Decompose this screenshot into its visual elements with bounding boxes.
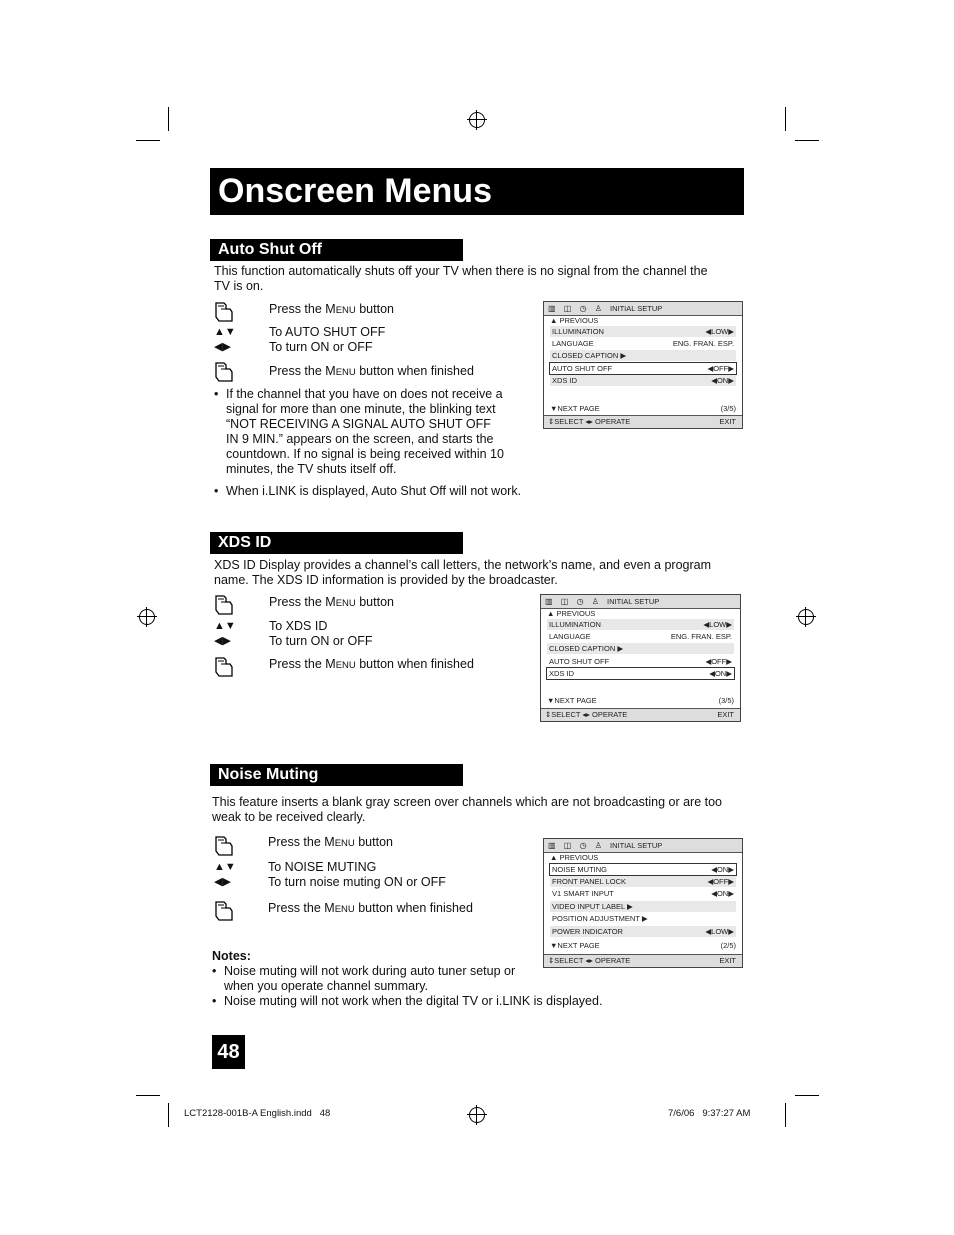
registration-mark-icon <box>139 609 155 625</box>
onscreen-menu-screenshot: ▥ ◫ ◷ ♙ INITIAL SETUP ▲ PREVIOUS NOISE MUTING ◀ON▶ FRONT PANEL LOCK ◀OFF▶ V1 SMART INPUT ◀ON▶ VIDEO INPUT LABEL ▶ POSITION ADJUSTMENT ▶ POWER INDICATOR ◀LOW▶ ▼NEXT PAGE (2/5) ⇕SELECT ◂▸ OPERATE EXIT <box>543 838 743 968</box>
menu-tab-icons: ▥ ◫ ◷ ♙ <box>548 304 605 313</box>
step-select-item: To XDS ID <box>269 619 328 633</box>
step-press-menu-finished: Press the MENU button when finished <box>269 657 474 671</box>
footer-filename: LCT2128-001B-A English.indd 48 <box>184 1108 331 1119</box>
up-down-arrow-icon: ▲▼ <box>214 861 236 873</box>
bullet-note: • When i.LINK is displayed, Auto Shut Off will not work. <box>214 484 522 498</box>
left-right-arrow-icon: ◀▶ <box>214 876 231 888</box>
hand-press-icon <box>212 899 236 923</box>
step-select-item: To AUTO SHUT OFF <box>269 325 386 339</box>
page-title: Onscreen Menus <box>210 168 744 215</box>
step-toggle: To turn ON or OFF <box>269 340 373 354</box>
section-heading-noise-muting: Noise Muting <box>210 764 463 786</box>
menu-tab-icons: ▥ ◫ ◷ ♙ <box>545 597 602 606</box>
crop-mark <box>136 1095 160 1096</box>
step-select-item: To NOISE MUTING <box>268 860 377 874</box>
hand-press-icon <box>212 360 236 384</box>
step-press-menu-finished: Press the MENU button when finished <box>269 364 474 378</box>
step-press-menu: Press the MENU button <box>269 595 394 609</box>
crop-mark <box>785 1103 786 1127</box>
step-toggle: To turn noise muting ON or OFF <box>268 875 446 889</box>
hand-press-icon <box>212 593 236 617</box>
crop-mark <box>168 1103 169 1127</box>
step-press-menu: Press the MENU button <box>268 835 393 849</box>
up-down-arrow-icon: ▲▼ <box>214 620 236 632</box>
left-right-arrow-icon: ◀▶ <box>214 341 231 353</box>
crop-mark <box>168 107 169 131</box>
bullet-note: • Noise muting will not work during auto tuner setup or when you operate channel summary. <box>212 964 516 993</box>
hand-press-icon <box>212 834 236 858</box>
crop-mark <box>785 107 786 131</box>
step-press-menu: Press the MENU button <box>269 302 394 316</box>
section-heading-auto-shut-off: Auto Shut Off <box>210 239 463 261</box>
hand-press-icon <box>212 655 236 679</box>
page-number: 48 <box>212 1035 245 1069</box>
notes-label: Notes: <box>212 949 251 963</box>
onscreen-menu-screenshot: ▥ ◫ ◷ ♙ INITIAL SETUP ▲ PREVIOUS ILLUMINATION ◀LOW▶ LANGUAGE ENG. FRAN. ESP. CLOSED CAPTION ▶ AUTO SHUT OFF ◀OFF▶ XDS ID ◀ON▶ ▼NEXT PAGE (3/5) ⇕SELECT ◂▸ OPERATE EXIT <box>540 594 741 722</box>
section-heading-xds-id: XDS ID <box>210 532 463 554</box>
crop-mark <box>795 140 819 141</box>
registration-mark-icon <box>798 609 814 625</box>
left-right-arrow-icon: ◀▶ <box>214 635 231 647</box>
footer-date: 7/6/06 9:37:27 AM <box>668 1108 751 1119</box>
step-toggle: To turn ON or OFF <box>269 634 373 648</box>
bullet-note: • If the channel that you have on does not receive a signal for more than one minute, the blinking text “NOT RECEIVING A SIGNAL AUTO SHUT OFF IN 9 MIN.” appears on the screen, and starts the countdown. If no signal is being received within 10 minutes, the TV shuts itself off. <box>214 387 504 476</box>
intro-text: This function automatically shuts off your TV when there is no signal from the channel the TV is on. <box>214 264 708 293</box>
hand-press-icon <box>212 300 236 324</box>
intro-text: XDS ID Display provides a channel’s call letters, the network’s name, and even a program name. The XDS ID information is provided by the broadcaster. <box>214 558 712 587</box>
crop-mark <box>136 140 160 141</box>
menu-tab-icons: ▥ ◫ ◷ ♙ <box>548 841 605 850</box>
up-down-arrow-icon: ▲▼ <box>214 326 236 338</box>
registration-mark-icon <box>469 1107 485 1123</box>
onscreen-menu-screenshot: ▥ ◫ ◷ ♙ INITIAL SETUP ▲ PREVIOUS ILLUMINATION ◀LOW▶ LANGUAGE ENG. FRAN. ESP. CLOSED CAPTION ▶ AUTO SHUT OFF ◀OFF▶ XDS ID ◀ON▶ ▼NEXT PAGE (3/5) ⇕SELECT ◂▸ OPERATE EXIT <box>543 301 743 429</box>
intro-text: This feature inserts a blank gray screen over channels which are not broadcasting or are too weak to be received clearly. <box>212 795 722 824</box>
registration-mark-icon <box>469 112 485 128</box>
crop-mark <box>795 1095 819 1096</box>
step-press-menu-finished: Press the MENU button when finished <box>268 901 473 915</box>
bullet-note: • Noise muting will not work when the digital TV or i.LINK is displayed. <box>212 994 603 1008</box>
